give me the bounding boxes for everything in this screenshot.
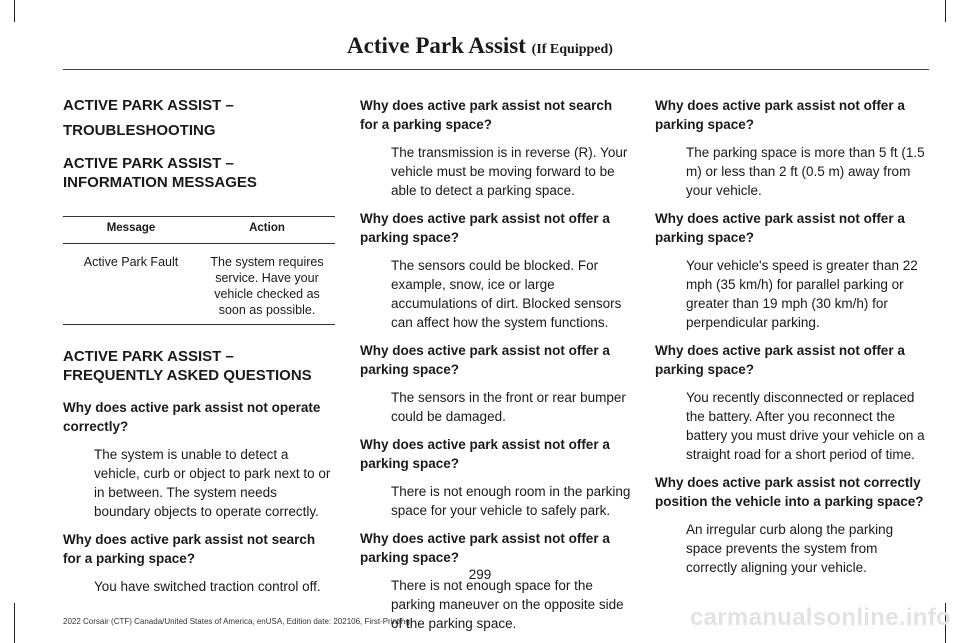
faq-answer: The sensors could be blocked. For example, snow, ice or large accumulations of dirt. Blocked sensors can affect how the system functions. [391, 258, 622, 330]
table-row [63, 244, 335, 325]
table-cell-message: Active Park Fault [63, 244, 199, 325]
faq-question: Why does active park assist not offer a parking space? [655, 211, 905, 245]
column-2 [360, 96, 632, 642]
info-messages-title: ACTIVE PARK ASSIST – INFORMATION MESSAGES [63, 155, 257, 191]
column-1 [63, 96, 335, 605]
faq-question: Why does active park assist not offer a parking space? [360, 343, 610, 377]
faq-answer: You recently disconnected or replaced the battery. After you reconnect the battery you must drive your vehicle on a straight road for a short period of time. [686, 390, 925, 462]
page-header [0, 33, 960, 59]
column-3 [655, 96, 929, 586]
table-header-action: Action [199, 217, 335, 244]
section-title-2: TROUBLESHOOTING [63, 122, 216, 139]
faq-title: ACTIVE PARK ASSIST – FREQUENTLY ASKED QUESTIONS [63, 348, 312, 384]
info-messages-table [63, 216, 335, 325]
faq-answer: The system is unable to detect a vehicle, curb or object to park next to or in between. The system needs boundary objects to operate correctly. [94, 447, 331, 519]
footer-edition-info: 2022 Corsair (CTF) Canada/United States of America, enUSA, Edition date: 202106, First-Printing [63, 617, 410, 626]
crop-mark-top-left [14, 0, 15, 22]
faq-answer: The sensors in the front or rear bumper could be damaged. [391, 390, 626, 424]
crop-mark-top-right [945, 0, 946, 22]
faq-question: Why does active park assist not offer a parking space? [360, 437, 610, 471]
faq-answer: There is not enough space for the parking maneuver on the opposite side of the parking space. [391, 578, 624, 631]
faq-answer: The transmission is in reverse (R). Your vehicle must be moving forward to be able to detect a parking space. [391, 145, 628, 198]
table-header-message: Message [63, 217, 199, 244]
faq-answer: The parking space is more than 5 ft (1.5 m) or less than 2 ft (0.5 m) away from your vehicle. [686, 145, 925, 198]
faq-answer: An irregular curb along the parking space prevents the system from correctly aligning your vehicle. [686, 522, 894, 575]
faq-answer: You have switched traction control off. [94, 579, 321, 594]
faq-answer: Your vehicle's speed is greater than 22 mph (35 km/h) for parallel parking or greater than 19 mph (30 km/h) for perpendicular parking. [686, 258, 918, 330]
faq-question: Why does active park assist not offer a parking space? [655, 98, 905, 132]
faq-question: Why does active park assist not offer a parking space? [655, 343, 905, 377]
faq-answer: There is not enough room in the parking space for your vehicle to safely park. [391, 484, 631, 518]
watermark: carmanualsonline.info [690, 604, 952, 631]
faq-question: Why does active park assist not offer a parking space? [360, 211, 610, 245]
faq-question: Why does active park assist not correctly position the vehicle into a parking space? [655, 475, 924, 509]
section-title-1: ACTIVE PARK ASSIST – [63, 97, 234, 114]
crop-mark-bottom-left [14, 603, 15, 643]
faq-question: Why does active park assist not operate correctly? [63, 400, 321, 434]
faq-question: Why does active park assist not offer a parking space? [360, 531, 610, 565]
page-number: 299 [468, 567, 492, 582]
header-divider [63, 69, 929, 70]
header-title: Active Park Assist [347, 33, 526, 58]
header-subtitle: (If Equipped) [531, 42, 613, 57]
faq-question: Why does active park assist not search for a parking space? [360, 98, 613, 132]
table-cell-action: The system requires service. Have your vehicle checked as soon as possible. [199, 244, 335, 325]
faq-question: Why does active park assist not search for a parking space? [63, 532, 316, 566]
